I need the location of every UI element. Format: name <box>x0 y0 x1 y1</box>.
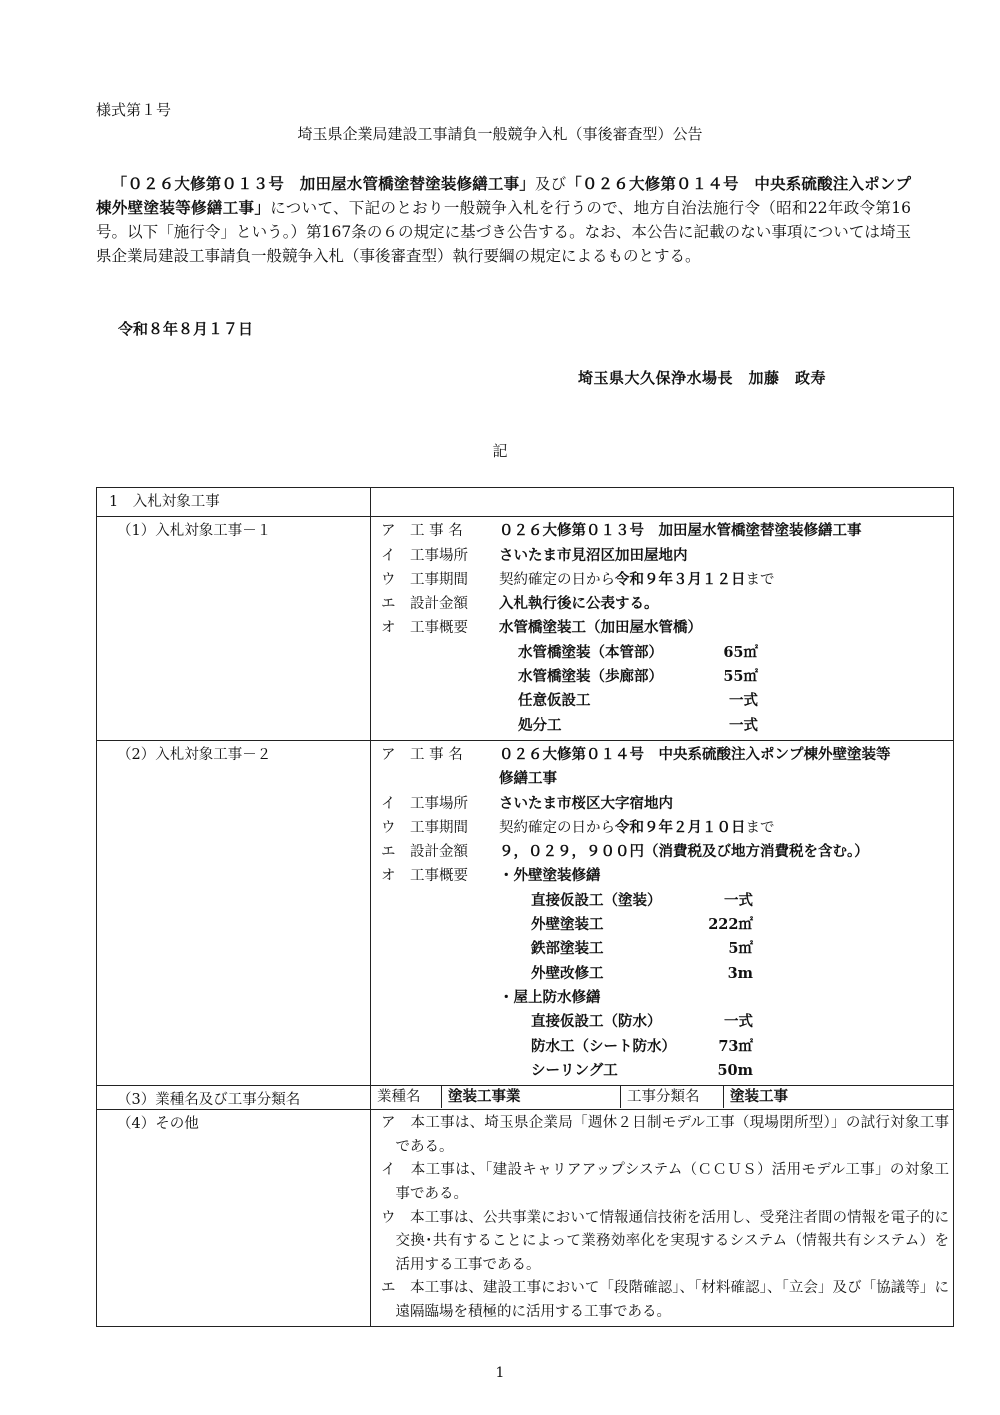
work1-period-date: 令和９年３月１２日 <box>615 570 746 588</box>
work2-price-label: エ 設計金額 <box>381 844 468 861</box>
work2-details <box>371 740 954 1085</box>
list-item: 防水工（シート防水） 73㎡ <box>531 1037 753 1055</box>
intro-text-1: 及び <box>534 175 567 193</box>
other-item-a: ア 本工事は、埼玉県企業局「週休２日制モデル工事（現場閉所型）」の試行対象工事である。 <box>381 1115 949 1155</box>
work1-name-label: ア 工 事 名 <box>381 523 463 540</box>
work2-label: （2）入札対象工事－２ <box>97 740 371 1085</box>
intro-paragraph <box>96 172 911 268</box>
form-number: 様式第１号 <box>96 101 172 119</box>
list-item: 外壁塗装工 222㎡ <box>531 916 753 934</box>
work1-location-label: イ 工事場所 <box>381 547 468 564</box>
work2-period-date: 令和９年２月１０日 <box>615 818 746 836</box>
intro-text-2: について、下記のとおり一般競争入札を行うので、地方自治法施行令（昭和22年政令第16号。以下「施行令」という。）第167条の６の規定に基づき公告する。なお、本公告に記載のない事項については埼玉県企業局建設工事請負一般競争入札（事後審査型）執行要綱の規定によるものとする。 <box>96 199 911 265</box>
list-item: 外壁改修工 3m <box>531 964 753 982</box>
work1-period-tail: まで <box>745 571 775 588</box>
work2-price: ９，０２９，９００円（消費税及び地方消費税を含む。） <box>499 843 869 861</box>
list-item: 鉄部塗装工 5㎡ <box>531 940 753 958</box>
work1-price: 入札執行後に公表する。 <box>499 595 659 613</box>
list-item: 水管橋塗装（歩廊部） 55㎡ <box>518 668 758 686</box>
list-item: 直接仮設工（防水） 一式 <box>531 1013 753 1031</box>
page-number: 1 <box>495 1365 505 1381</box>
other-details <box>371 1110 954 1327</box>
work2-name-cont: 修繕工事 <box>499 770 557 788</box>
work1-label: （1）入札対象工事－１ <box>97 517 371 741</box>
section-heading-empty <box>371 488 954 517</box>
list-item: シーリング工 50m <box>531 1061 753 1079</box>
type-value: 塗装工事業 <box>442 1086 621 1108</box>
work2-period-plain: 契約確定の日から <box>499 819 615 836</box>
work2-summary-label: オ 工事概要 <box>381 868 468 885</box>
work1-summary-label: オ 工事概要 <box>381 620 468 637</box>
work2-name-label: ア 工 事 名 <box>381 746 463 763</box>
work2-group1: ・外壁塗装修繕 <box>499 867 601 885</box>
work1-details <box>371 517 954 741</box>
work1-period-plain: 契約確定の日から <box>499 571 615 588</box>
work2-row <box>97 740 954 1085</box>
work2-location: さいたま市桜区大字宿地内 <box>499 794 673 812</box>
other-row <box>97 1110 954 1327</box>
list-item: 水管橋塗装（本管部） 65㎡ <box>518 643 758 661</box>
other-item-d: エ 本工事は、建設工事において「段階確認」、「材料確認」、「立会」及び「協議等」に遠隔臨場を積極的に活用する工事である。 <box>381 1280 949 1320</box>
ki-heading: 記 <box>492 442 508 460</box>
work2-period-tail: まで <box>745 819 775 836</box>
work2-name-bold: 「０２６大修第０１４号 中央系硫酸注入ポンプ棟外壁塗装等修繕工事」 <box>96 174 911 217</box>
work2-period-label: ウ 工事期間 <box>381 819 468 836</box>
category-cells <box>371 1086 954 1110</box>
work1-price-label: エ 設計金額 <box>381 596 468 613</box>
work2-group2: ・屋上防水修繕 <box>499 988 601 1006</box>
work1-row <box>97 517 954 741</box>
work1-name-bold: 「０２６大修第０１３号 加田屋水管橋塗替塗装修繕工事」 <box>111 174 535 193</box>
notice-date: 令和８年８月１７日 <box>118 320 254 338</box>
work1-name: ０２６大修第０１３号 加田屋水管橋塗替塗装修繕工事 <box>499 522 862 540</box>
category-label: （3）業種名及び工事分類名 <box>97 1086 371 1110</box>
work2-location-label: イ 工事場所 <box>381 795 468 812</box>
other-label: （4）その他 <box>97 1110 371 1327</box>
list-item: 直接仮設工（塗装） 一式 <box>531 891 753 909</box>
other-item-b: イ 本工事は、「建設キャリアアップシステム（ＣＣＵＳ）活用モデル工事」の対象工事である。 <box>381 1162 949 1202</box>
list-item: 任意仮設工 一式 <box>518 692 758 710</box>
signer: 埼玉県大久保浄水場長 加藤 政寿 <box>578 369 827 387</box>
class-label: 工事分類名 <box>621 1086 724 1108</box>
section-heading: 1 入札対象工事 <box>97 488 371 517</box>
other-item-c: ウ 本工事は、公共事業において情報通信技術を活用し、受発注者間の情報を電子的に交換･共有することによって業務効率化を実現するシステム（情報共有システム）を活用する工事である。 <box>381 1209 949 1273</box>
section-heading-row <box>97 488 954 517</box>
work1-summary: 水管橋塗装工（加田屋水管橋） <box>499 619 702 637</box>
list-item: 処分工 一式 <box>518 716 758 734</box>
class-value: 塗装工事 <box>730 1088 788 1106</box>
bid-table <box>96 487 954 1327</box>
type-label: 業種名 <box>371 1086 442 1108</box>
category-row <box>97 1086 954 1110</box>
notice-title: 埼玉県企業局建設工事請負一般競争入札（事後審査型）公告 <box>297 125 703 143</box>
work1-location: さいたま市見沼区加田屋地内 <box>499 546 688 564</box>
work2-name: ０２６大修第０１４号 中央系硫酸注入ポンプ棟外壁塗装等 <box>499 745 891 763</box>
work1-period-label: ウ 工事期間 <box>381 571 468 588</box>
